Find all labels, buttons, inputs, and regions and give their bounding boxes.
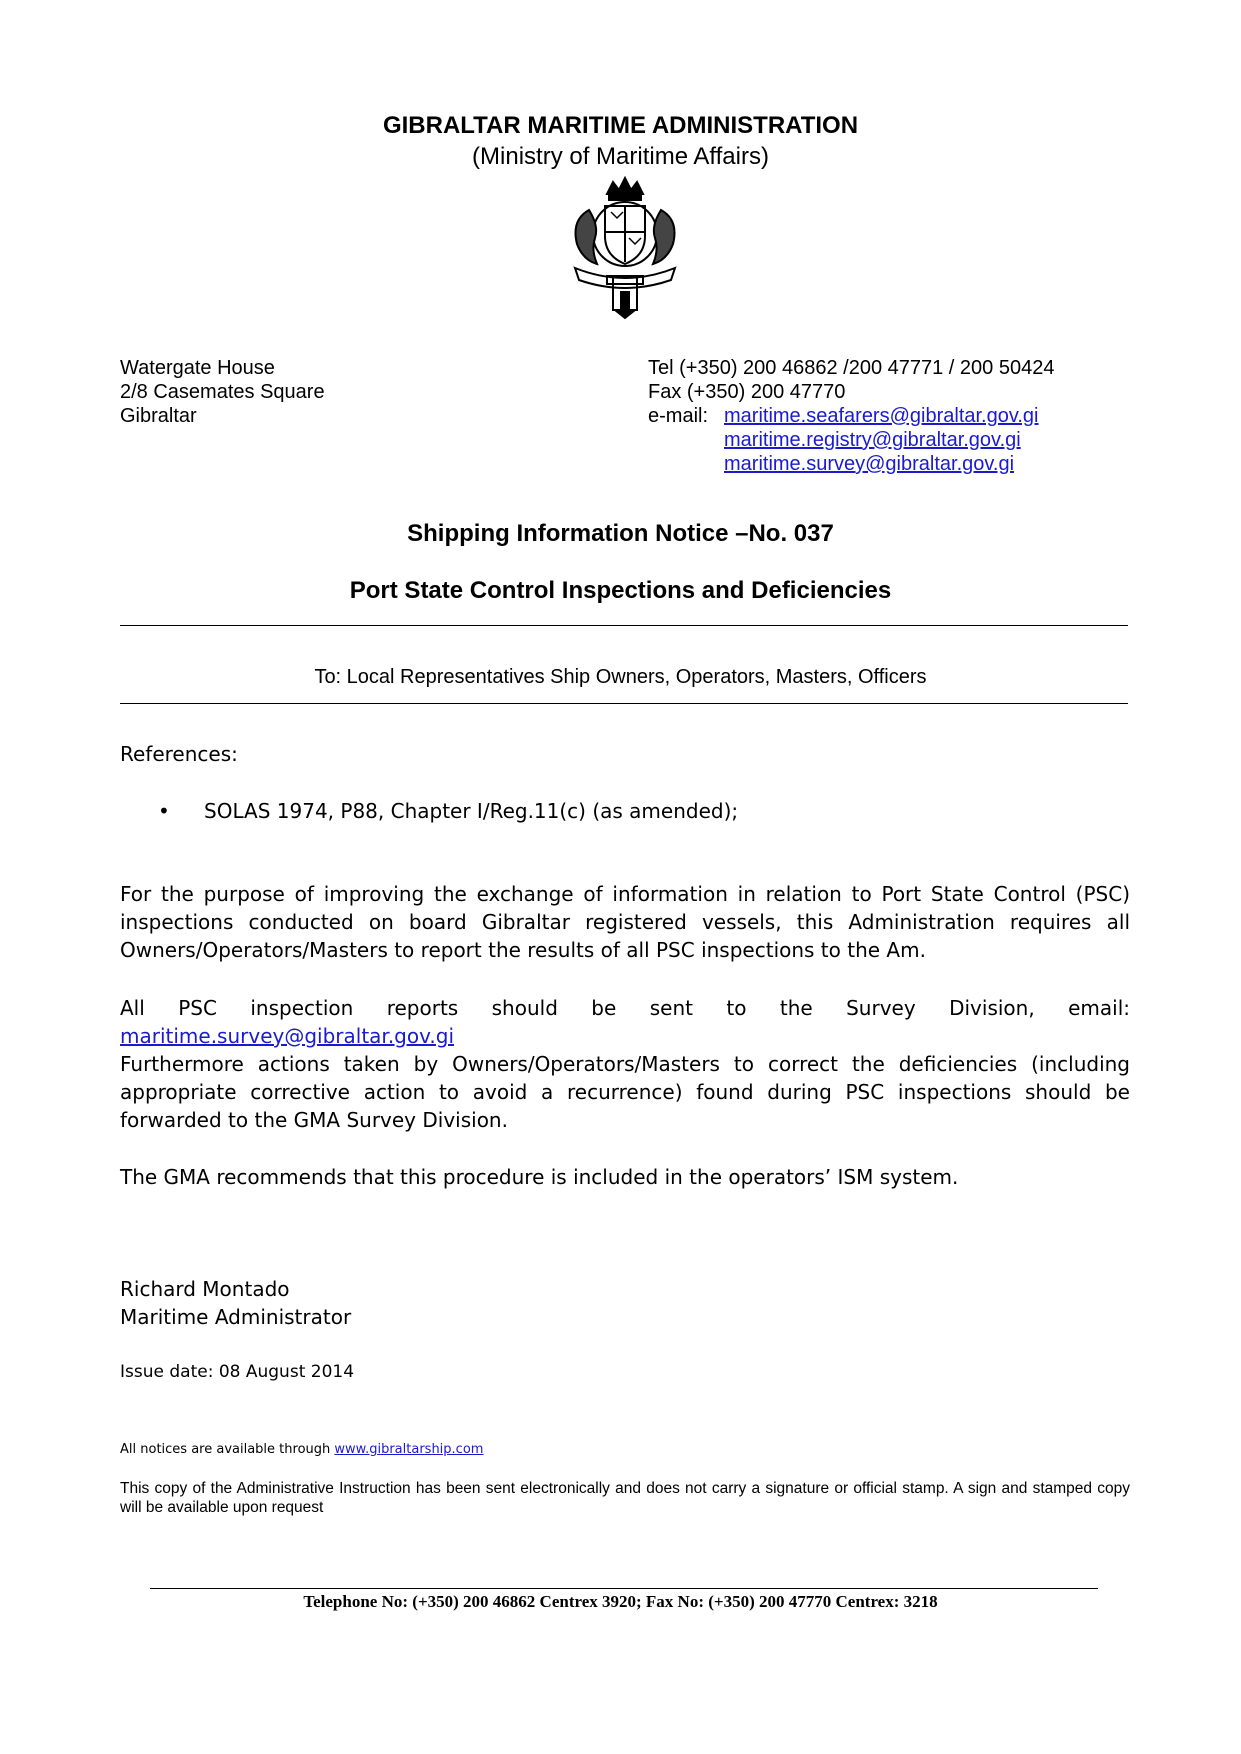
organization-name: GIBRALTAR MARITIME ADMINISTRATION (382, 112, 859, 139)
availability-text: All notices are available through (120, 1442, 335, 1457)
survey-email-link[interactable]: maritime.survey@gibraltar.gov.gi (120, 1024, 455, 1048)
reference-item (120, 797, 738, 825)
signatory-block (120, 1275, 351, 1331)
address-line: Watergate House (120, 357, 275, 379)
issue-date: Issue date: 08 August 2014 (120, 1362, 355, 1382)
contact-block (648, 356, 1054, 476)
recipients-line: To: Local Representatives Ship Owners, Operators, Masters, Officers (314, 666, 927, 688)
body-paragraph: The GMA recommends that this procedure is included in the operators’ ISM system. (120, 1165, 959, 1189)
footer-contact: Telephone No: (+350) 200 46862 Centrex 3920; Fax No: (+350) 200 47770 Centrex: 3218 (303, 1592, 938, 1611)
address-block (120, 356, 325, 428)
body-paragraph: Furthermore actions taken by Owners/Operators/Masters to correct the deficiencies (including appropriate corrective action to avoid a recurrence) found during PSC inspections should be forwarded to the GMA Survey Division. (120, 1052, 1130, 1132)
footer-divider (150, 1588, 1098, 1589)
availability-note (120, 1442, 483, 1457)
fax-number: Fax (+350) 200 47770 (648, 381, 846, 403)
body-paragraph: For the purpose of improving the exchange of information in relation to Port State Control (PSC) inspections conducted on board Gibraltar registered vessels, this Administration requires all Owners/Operators/Masters to report the results of all PSC inspections to the Am. (120, 882, 1130, 962)
signatory-name: Richard Montado (120, 1277, 290, 1301)
email-link-survey[interactable]: maritime.survey@gibraltar.gov.gi (724, 453, 1015, 475)
disclaimer: This copy of the Administrative Instruction has been sent electronically and does not carry a signature or official stamp. A sign and stamped copy will be available upon request (120, 1480, 1130, 1516)
body-paragraph (120, 994, 1130, 1050)
ministry-name: (Ministry of Maritime Affairs) (472, 143, 769, 170)
notice-title: Shipping Information Notice –No. 037 (407, 520, 834, 547)
reference-text: SOLAS 1974, P88, Chapter I/Reg.11(c) (as amended); (204, 799, 739, 823)
divider (120, 703, 1128, 704)
paragraph-text: All PSC inspection reports should be sent to the Survey Division, email: (120, 996, 1130, 1020)
email-link-registry[interactable]: maritime.registry@gibraltar.gov.gi (724, 429, 1021, 451)
signatory-title: Maritime Administrator (120, 1305, 352, 1329)
coat-of-arms-logo (555, 172, 695, 320)
email-link-seafarers[interactable]: maritime.seafarers@gibraltar.gov.gi (724, 405, 1039, 427)
address-line: 2/8 Casemates Square (120, 381, 325, 403)
references-label: References: (120, 742, 238, 766)
references-list (120, 797, 738, 825)
telephone-numbers: Tel (+350) 200 46862 /200 47771 / 200 50424 (648, 357, 1055, 379)
website-link[interactable]: www.gibraltarship.com (334, 1442, 484, 1457)
address-line: Gibraltar (120, 405, 197, 427)
divider (120, 625, 1128, 626)
notice-subject: Port State Control Inspections and Deficiencies (349, 577, 892, 604)
email-label: e-mail: (648, 405, 709, 427)
